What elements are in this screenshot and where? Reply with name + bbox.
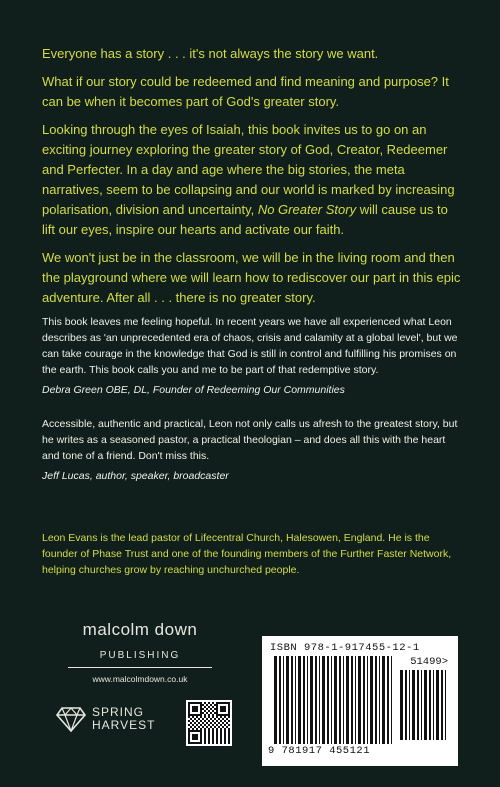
isbn-barcode (262, 636, 458, 766)
publisher-logo (60, 620, 220, 684)
blurb (42, 44, 462, 316)
price-addon: 51499> (410, 656, 448, 668)
blurb-paragraph-3 (42, 120, 462, 240)
endorsements (42, 314, 462, 502)
isbn-number: ISBN 978-1-917455-12-1 (270, 642, 420, 654)
diamond-icon (56, 706, 86, 732)
author-bio: Leon Evans is the lead pastor of Lifecentral Church, Halesowen, England. He is the founder of Phase Trust and one of the founding members of the Further Faster Network, helping churches grow by reaching unchurched people. (42, 532, 452, 576)
qr-code-icon (186, 700, 232, 746)
endorsement-attribution: Jeff Lucas, author, speaker, broadcaster (42, 470, 229, 482)
addon-bars (400, 670, 450, 740)
blurb-paragraph-2: What if our story could be redeemed and find meaning and purpose? It can be when it becomes part of God's greater story. (42, 74, 449, 109)
barcode-bars (274, 656, 394, 744)
spring-harvest-logo (56, 706, 155, 732)
publisher-subtitle: PUBLISHING (99, 650, 181, 661)
publisher-divider (68, 667, 212, 668)
barcode-digits: 9 781917 455121 (268, 745, 371, 757)
spring-harvest-line-2: HARVEST (92, 718, 156, 732)
book-title: No Greater Story (257, 202, 357, 217)
spring-harvest-line-1: SPRING (92, 705, 145, 719)
endorsement-quote: This book leaves me feeling hopeful. In recent years we have all experienced what Leon describes as 'an unprecedented era of chaos, crisis and calamity at a global level', but we can take courage in the knowledge that God is still in control and fulfilling his promises on the earth. This book calls you and me to be part of that redemptive story. (42, 316, 458, 376)
endorsement-attribution: Debra Green OBE, DL, Founder of Redeeming Our Communities (42, 384, 345, 396)
spring-harvest-text (92, 706, 155, 732)
publisher-url: www.malcolmdown.co.uk (92, 674, 188, 684)
endorsement-quote: Accessible, authentic and practical, Leon not only calls us afresh to the greatest story, but he writes as a seasoned pastor, a practical theologian – and does all this with the heart and tone of a friend. Don't miss this. (42, 418, 458, 462)
publisher-name: malcolm down (82, 620, 198, 639)
blurb-paragraph-4: We won't just be in the classroom, we will be in the living room and then the playground where we will learn how to rediscover our part in this epic adventure. After all . . . there is no greater story. (42, 250, 461, 305)
blurb-text: Looking through the eyes of Isaiah, this book invites us to go on an exciting journey exploring the greater story of God, Creator, Redeemer and Perfecter. In a day and age where the big stories, the meta narratives, seem to be collapsing and our world is marked by increasing polarisation, division and uncertainty, (42, 122, 455, 217)
blurb-text: will cause us to lift our eyes, inspire our hearts and activate our faith. (42, 202, 448, 237)
blurb-paragraph-1: Everyone has a story . . . it's not always the story we want. (42, 46, 379, 61)
